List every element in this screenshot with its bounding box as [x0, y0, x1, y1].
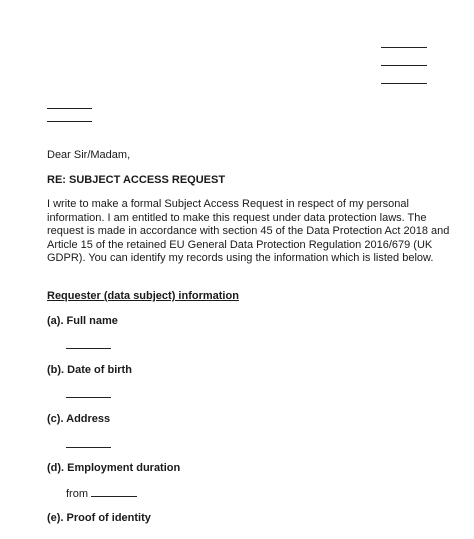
- section-heading: Requester (data subject) information: [47, 290, 239, 302]
- body-line: Article 15 of the retained EU General Data Protection Regulation 2016/679 (UK: [47, 238, 433, 251]
- sender-address-line-2[interactable]: [381, 65, 427, 66]
- field-date-of-birth-label: (b). Date of birth: [47, 364, 132, 376]
- address-answer-line[interactable]: [66, 447, 111, 448]
- body-line: request is made in accordance with section 45 of the Data Protection Act 2018 and: [47, 225, 450, 237]
- field-full-name-label: (a). Full name: [47, 315, 118, 327]
- employment-from-row: [66, 487, 137, 502]
- body-line: GDPR). You can identify my records using the information which is listed below.: [47, 252, 434, 264]
- sender-address-line-1[interactable]: [381, 47, 427, 48]
- subject-line: RE: SUBJECT ACCESS REQUEST: [47, 174, 226, 186]
- field-address-label: (c). Address: [47, 413, 111, 425]
- letter-body: [47, 198, 450, 266]
- recipient-address-line-2[interactable]: [47, 121, 92, 122]
- recipient-address-line-1[interactable]: [47, 108, 92, 109]
- field-employment-duration-label: (d). Employment duration: [47, 462, 181, 474]
- body-line: information. I am entitled to make this request under data protection laws. The: [47, 211, 427, 224]
- body-line: I write to make a formal Subject Access Request in respect of my personal: [47, 198, 409, 210]
- from-date-answer-line[interactable]: [91, 487, 137, 497]
- salutation: Dear Sir/Madam,: [47, 149, 131, 161]
- from-label: from: [66, 488, 88, 500]
- sender-address-line-3[interactable]: [381, 83, 427, 84]
- full-name-answer-line[interactable]: [66, 348, 111, 349]
- field-proof-of-identity-label: (e). Proof of identity: [47, 512, 151, 524]
- date-of-birth-answer-line[interactable]: [66, 397, 111, 398]
